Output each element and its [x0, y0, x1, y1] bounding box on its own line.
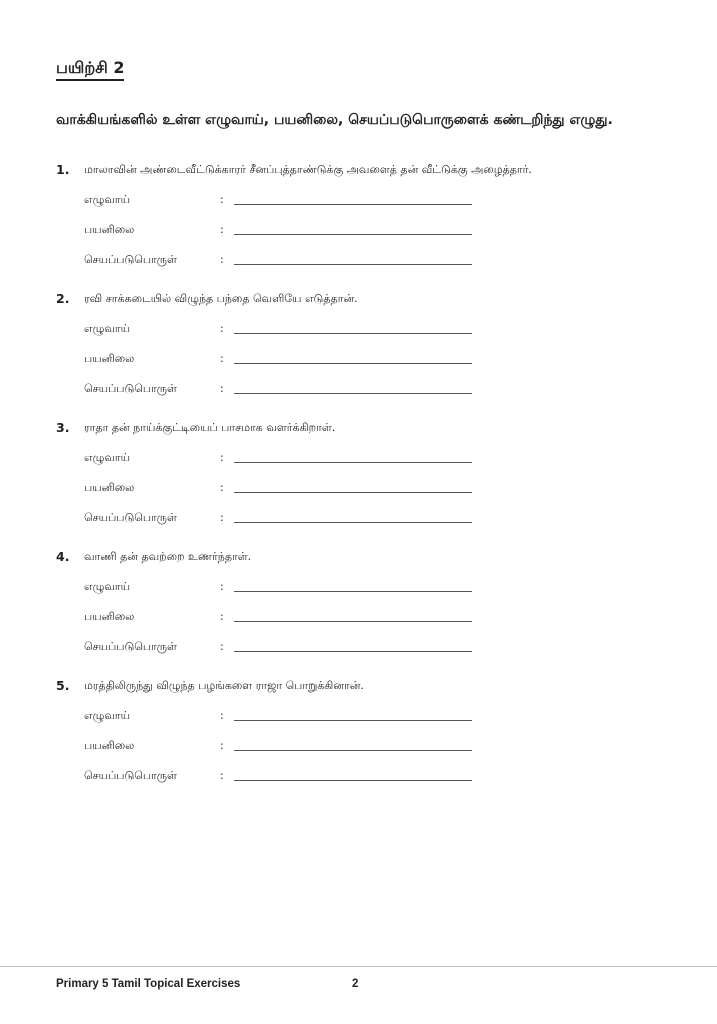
- label-colon: :: [220, 481, 224, 494]
- subject-label: எழுவாய்: [84, 580, 131, 593]
- question-sentence: ரவி சாக்கடையில் விழுந்த பந்தை வெளியே எடுத்தான்.: [84, 292, 358, 305]
- label-colon: :: [220, 640, 224, 653]
- object-label: செயப்படுபொருள்: [84, 769, 177, 782]
- footer-divider: [0, 966, 717, 967]
- object-answer-line[interactable]: [234, 651, 472, 652]
- subject-answer-line[interactable]: [234, 333, 472, 334]
- question-number: 5.: [56, 678, 70, 693]
- question-1: [56, 160, 676, 266]
- question-4: [56, 547, 676, 653]
- label-colon: :: [220, 769, 224, 782]
- subject-label: எழுவாய்: [84, 322, 131, 335]
- question-number: 1.: [56, 162, 70, 177]
- predicate-label: பயனிலை: [84, 481, 135, 494]
- label-colon: :: [220, 382, 224, 395]
- question-line: [56, 547, 676, 567]
- predicate-answer-row: [84, 220, 484, 240]
- question-number: 2.: [56, 291, 70, 306]
- footer-book-title: Primary 5 Tamil Topical Exercises: [56, 978, 241, 990]
- label-colon: :: [220, 610, 224, 623]
- object-answer-line[interactable]: [234, 780, 472, 781]
- subject-label: எழுவாய்: [84, 451, 131, 464]
- object-answer-line[interactable]: [234, 264, 472, 265]
- predicate-label: பயனிலை: [84, 352, 135, 365]
- exercise-heading: பயிற்சி 2: [56, 58, 124, 81]
- object-label: செயப்படுபொருள்: [84, 253, 177, 266]
- object-answer-row: [84, 379, 484, 399]
- object-label: செயப்படுபொருள்: [84, 511, 177, 524]
- predicate-label: பயனிலை: [84, 223, 135, 236]
- subject-label: எழுவாய்: [84, 193, 131, 206]
- label-colon: :: [220, 511, 224, 524]
- predicate-answer-row: [84, 349, 484, 369]
- subject-answer-row: [84, 190, 484, 210]
- predicate-answer-line[interactable]: [234, 492, 472, 493]
- subject-answer-line[interactable]: [234, 462, 472, 463]
- footer-page-number: 2: [352, 978, 359, 990]
- object-answer-row: [84, 766, 484, 786]
- question-number: 3.: [56, 420, 70, 435]
- subject-answer-line[interactable]: [234, 591, 472, 592]
- subject-answer-row: [84, 319, 484, 339]
- label-colon: :: [220, 193, 224, 206]
- subject-answer-line[interactable]: [234, 720, 472, 721]
- subject-answer-row: [84, 706, 484, 726]
- label-colon: :: [220, 253, 224, 266]
- predicate-answer-line[interactable]: [234, 363, 472, 364]
- subject-answer-row: [84, 577, 484, 597]
- question-3: [56, 418, 676, 524]
- subject-label: எழுவாய்: [84, 709, 131, 722]
- predicate-answer-line[interactable]: [234, 750, 472, 751]
- predicate-answer-line[interactable]: [234, 234, 472, 235]
- object-answer-row: [84, 508, 484, 528]
- label-colon: :: [220, 451, 224, 464]
- question-line: [56, 418, 676, 438]
- object-label: செயப்படுபொருள்: [84, 382, 177, 395]
- question-number: 4.: [56, 549, 70, 564]
- predicate-label: பயனிலை: [84, 610, 135, 623]
- object-label: செயப்படுபொருள்: [84, 640, 177, 653]
- question-sentence: மரத்திலிருந்து விழுந்த பழங்களை ராஜா பொறுக்கினான்.: [84, 679, 364, 692]
- object-answer-line[interactable]: [234, 522, 472, 523]
- question-line: [56, 676, 676, 696]
- question-line: [56, 160, 676, 180]
- predicate-label: பயனிலை: [84, 739, 135, 752]
- question-5: [56, 676, 676, 782]
- object-answer-row: [84, 250, 484, 270]
- label-colon: :: [220, 322, 224, 335]
- subject-answer-line[interactable]: [234, 204, 472, 205]
- predicate-answer-line[interactable]: [234, 621, 472, 622]
- question-2: [56, 289, 676, 395]
- object-answer-line[interactable]: [234, 393, 472, 394]
- label-colon: :: [220, 739, 224, 752]
- question-line: [56, 289, 676, 309]
- question-sentence: மாலாவின் அண்டைவீட்டுக்காரர் சீனப்புத்தாண்டுக்கு அவளைத் தன் வீட்டுக்கு அழைத்தார்.: [84, 163, 532, 176]
- question-sentence: வாணி தன் தவற்றை உணர்ந்தாள்.: [84, 550, 252, 563]
- object-answer-row: [84, 637, 484, 657]
- label-colon: :: [220, 352, 224, 365]
- subject-answer-row: [84, 448, 484, 468]
- exercise-instruction: வாக்கியங்களில் உள்ள எழுவாய், பயனிலை, செயப்படுபொருளைக் கண்டறிந்து எழுது.: [56, 112, 613, 128]
- label-colon: :: [220, 580, 224, 593]
- question-sentence: ராதா தன் நாய்க்குட்டியைப் பாசமாக வளர்க்கிறாள்.: [84, 421, 336, 434]
- predicate-answer-row: [84, 736, 484, 756]
- predicate-answer-row: [84, 607, 484, 627]
- label-colon: :: [220, 709, 224, 722]
- predicate-answer-row: [84, 478, 484, 498]
- label-colon: :: [220, 223, 224, 236]
